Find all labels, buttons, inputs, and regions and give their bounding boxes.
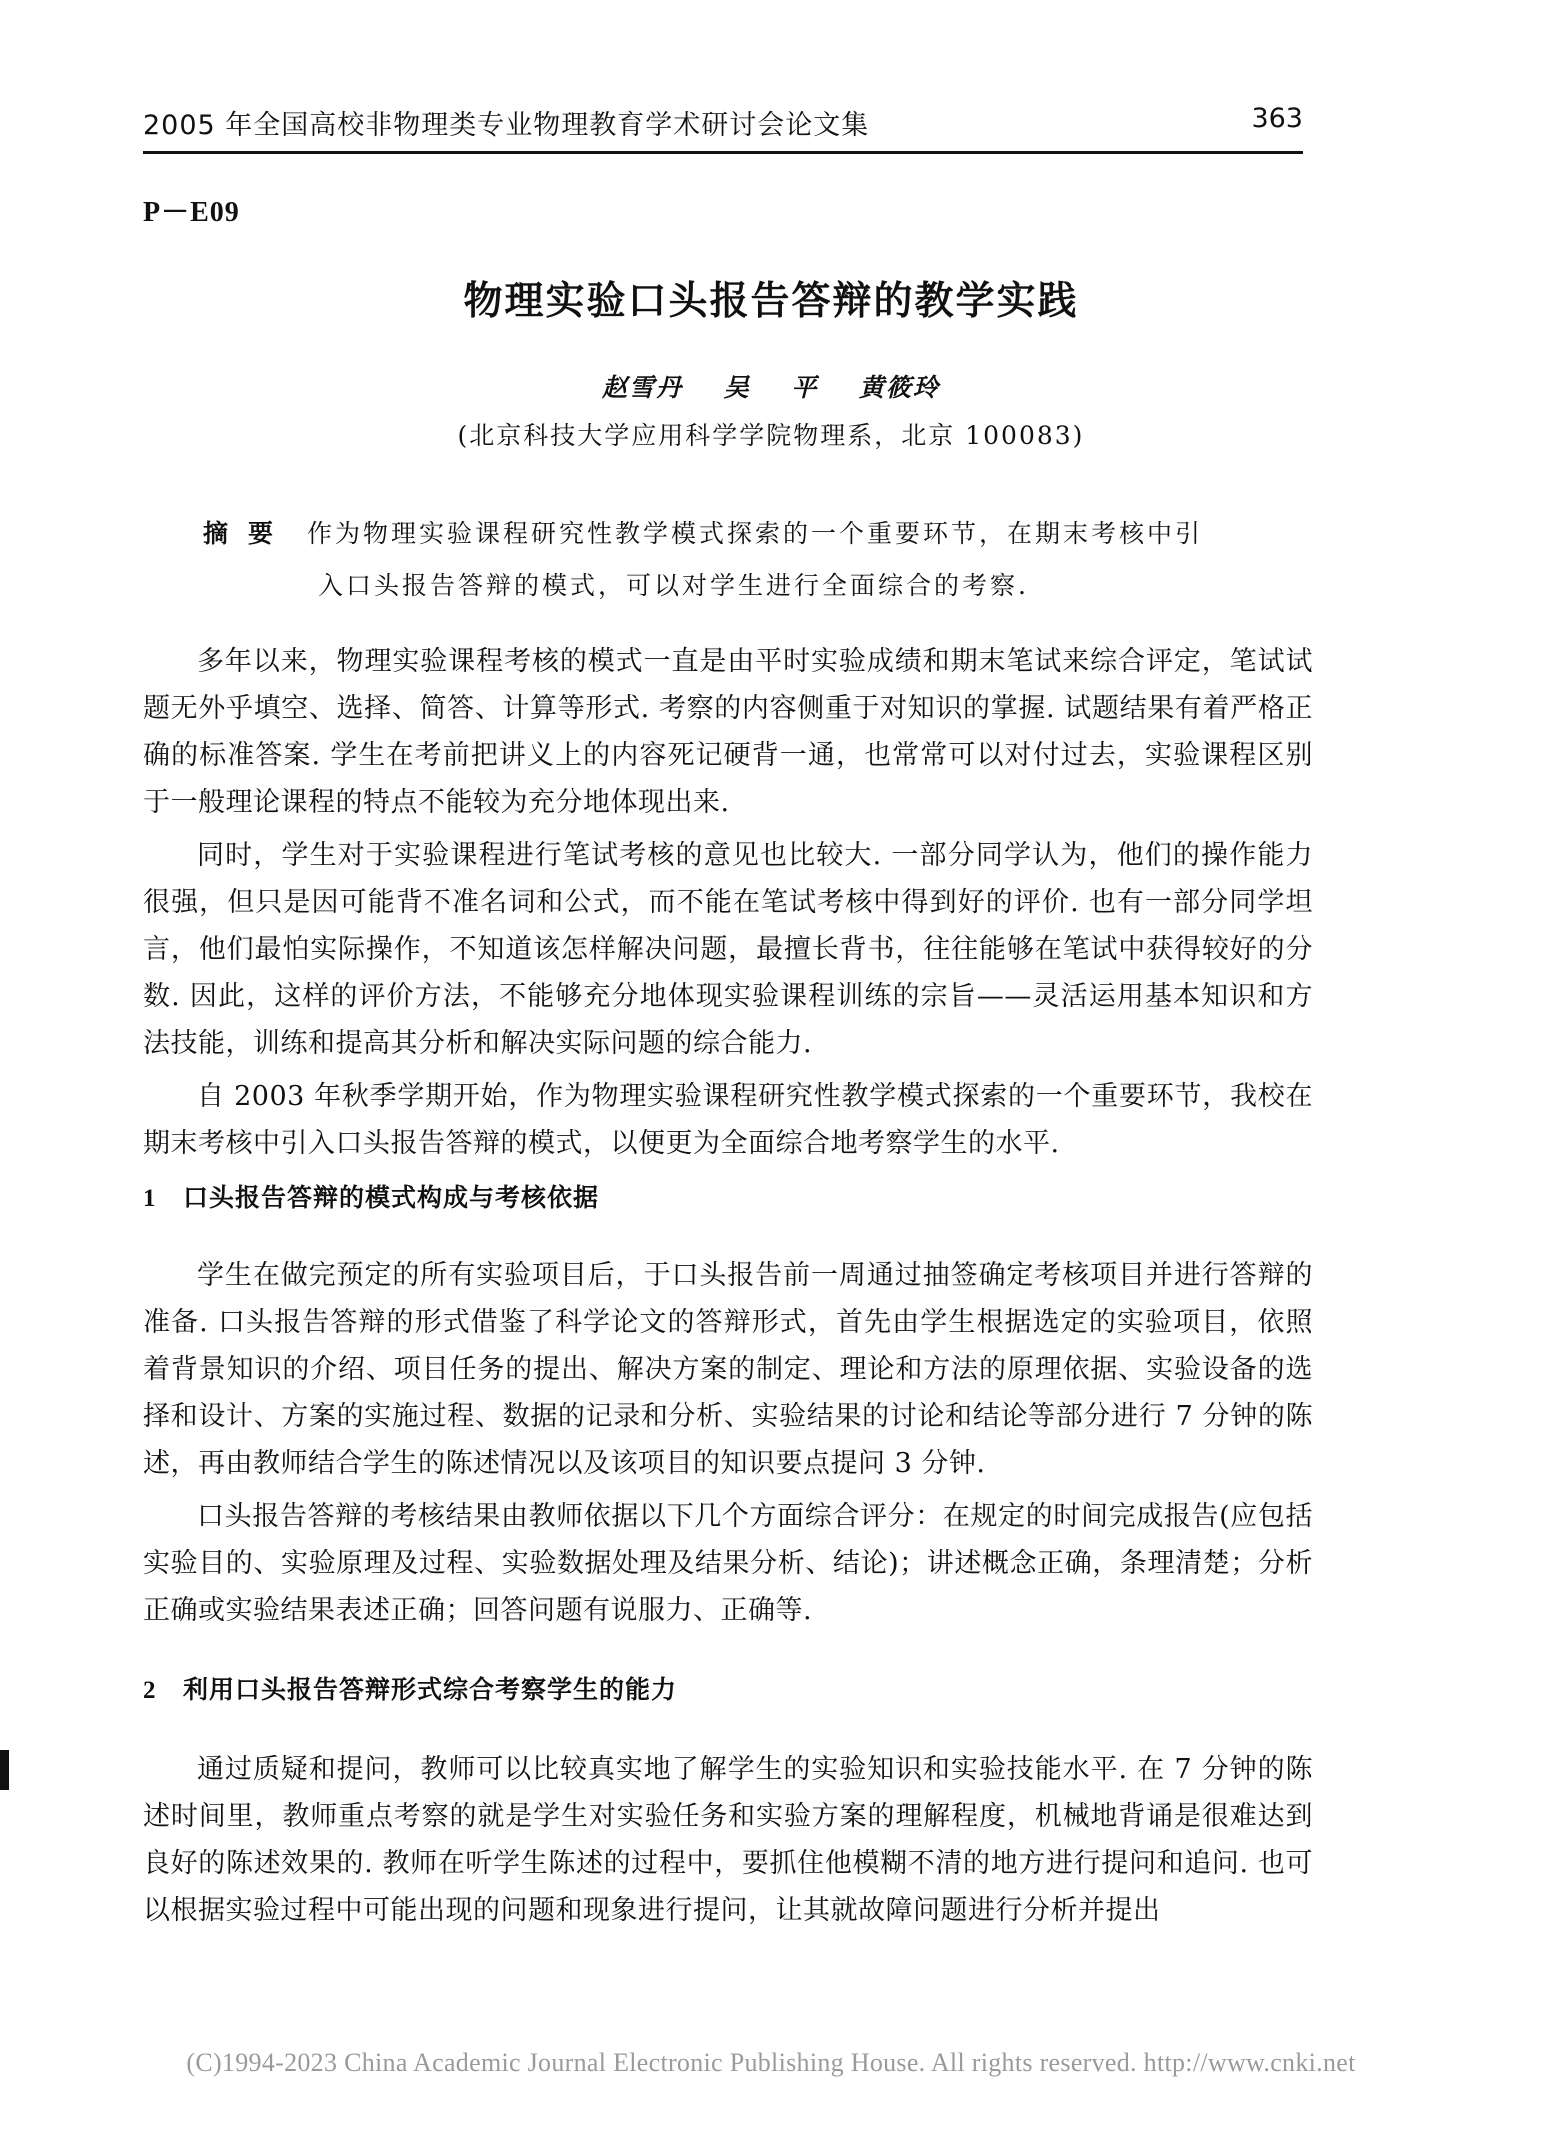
- intro-section: [143, 638, 1313, 1173]
- journal-title: 2005 年全国高校非物理类专业物理教育学术研讨会论文集: [143, 110, 870, 141]
- abstract-line-1: [203, 508, 1263, 560]
- abstract: [203, 508, 1263, 612]
- paragraph: 口头报告答辩的考核结果由教师依据以下几个方面综合评分：在规定的时间完成报告(应包括实验目的、实验原理及过程、实验数据处理及结果分析、结论)；讲述概念正确，条理清楚；分析正确或实验结果表述正确；回答问题有说服力、正确等.: [143, 1501, 1313, 1626]
- section-number: 1: [143, 1185, 157, 1212]
- affiliation: (北京科技大学应用科学学院物理系，北京 100083): [457, 421, 1085, 450]
- abstract-text-2: 入口头报告答辩的模式，可以对学生进行全面综合的考察.: [318, 571, 1029, 600]
- paper-title: 物理实验口头报告答辩的教学实践: [463, 279, 1079, 324]
- copyright-notice: (C)1994-2023 China Academic Journal Electronic Publishing House. All rights reserved. http://www.cnki.net: [186, 2048, 1356, 2077]
- section-heading-1: [143, 1178, 599, 1214]
- scan-margin-mark: [0, 1750, 9, 1790]
- paragraph: 多年以来，物理实验课程考核的模式一直是由平时实验成绩和期末笔试来综合评定，笔试试题无外乎填空、选择、简答、计算等形式. 考察的内容侧重于对知识的掌握. 试题结果有着严格正确的标准答案. 学生在考前把讲义上的内容死记硬背一通，也常常可以对付过去，实验课程区别于一般理论课程的特点不能较为充分地体现出来.: [143, 646, 1313, 818]
- paragraph: 通过质疑和提问，教师可以比较真实地了解学生的实验知识和实验技能水平. 在 7 分钟的陈述时间里，教师重点考察的就是学生对实验任务和实验方案的理解程度，机械地背诵是很难达到良好的陈述效果的. 教师在听学生陈述的过程中，要抓住他模糊不清的地方进行提问和追问. 也可以根据实验过程中可能出现的问题和现象进行提问，让其就故障问题进行分析并提出: [143, 1754, 1313, 1926]
- page-number: 363: [1251, 103, 1303, 134]
- paragraph: 学生在做完预定的所有实验项目后，于口头报告前一周通过抽签确定考核项目并进行答辩的准备. 口头报告答辩的形式借鉴了科学论文的答辩形式，首先由学生根据选定的实验项目，依照着背景知识的介绍、项目任务的提出、解决方案的制定、理论和方法的原理依据、实验设备的选择和设计、方案的实施过程、数据的记录和分析、实验结果的讨论和结论等部分进行 7 分钟的陈述，再由教师结合学生的陈述情况以及该项目的知识要点提问 3 分钟.: [143, 1260, 1313, 1479]
- section-heading-2: [143, 1670, 677, 1706]
- section-title: 利用口头报告答辩形式综合考察学生的能力: [183, 1675, 678, 1704]
- abstract-label: 摘要: [203, 519, 294, 548]
- abstract-text-1: 作为物理实验课程研究性教学模式探索的一个重要环节，在期末考核中引: [307, 519, 1204, 548]
- section-2-body: [143, 1746, 1313, 1940]
- authors: 赵雪丹 吴 平 黄筱玲: [601, 373, 941, 402]
- paragraph: 同时，学生对于实验课程进行笔试考核的意见也比较大. 一部分同学认为，他们的操作能力很强，但只是因可能背不准名词和公式，而不能在笔试考核中得到好的评价. 也有一部分同学坦言，他们最怕实际操作，不知道该怎样解决问题，最擅长背书，往往能够在笔试中获得较好的分数. 因此，这样的评价方法，不能够充分地体现实验课程训练的宗旨——灵活运用基本知识和方法技能，训练和提高其分析和解决实际问题的综合能力.: [143, 840, 1313, 1059]
- article-code: P－E09: [143, 197, 240, 228]
- section-1-body: [143, 1252, 1313, 1640]
- paragraph: 自 2003 年秋季学期开始，作为物理实验课程研究性教学模式探索的一个重要环节，我校在期末考核中引入口头报告答辩的模式，以便更为全面综合地考察学生的水平.: [143, 1081, 1313, 1159]
- section-title: 口头报告答辩的模式构成与考核依据: [183, 1183, 600, 1212]
- running-header: [143, 103, 1303, 154]
- section-number: 2: [143, 1677, 157, 1704]
